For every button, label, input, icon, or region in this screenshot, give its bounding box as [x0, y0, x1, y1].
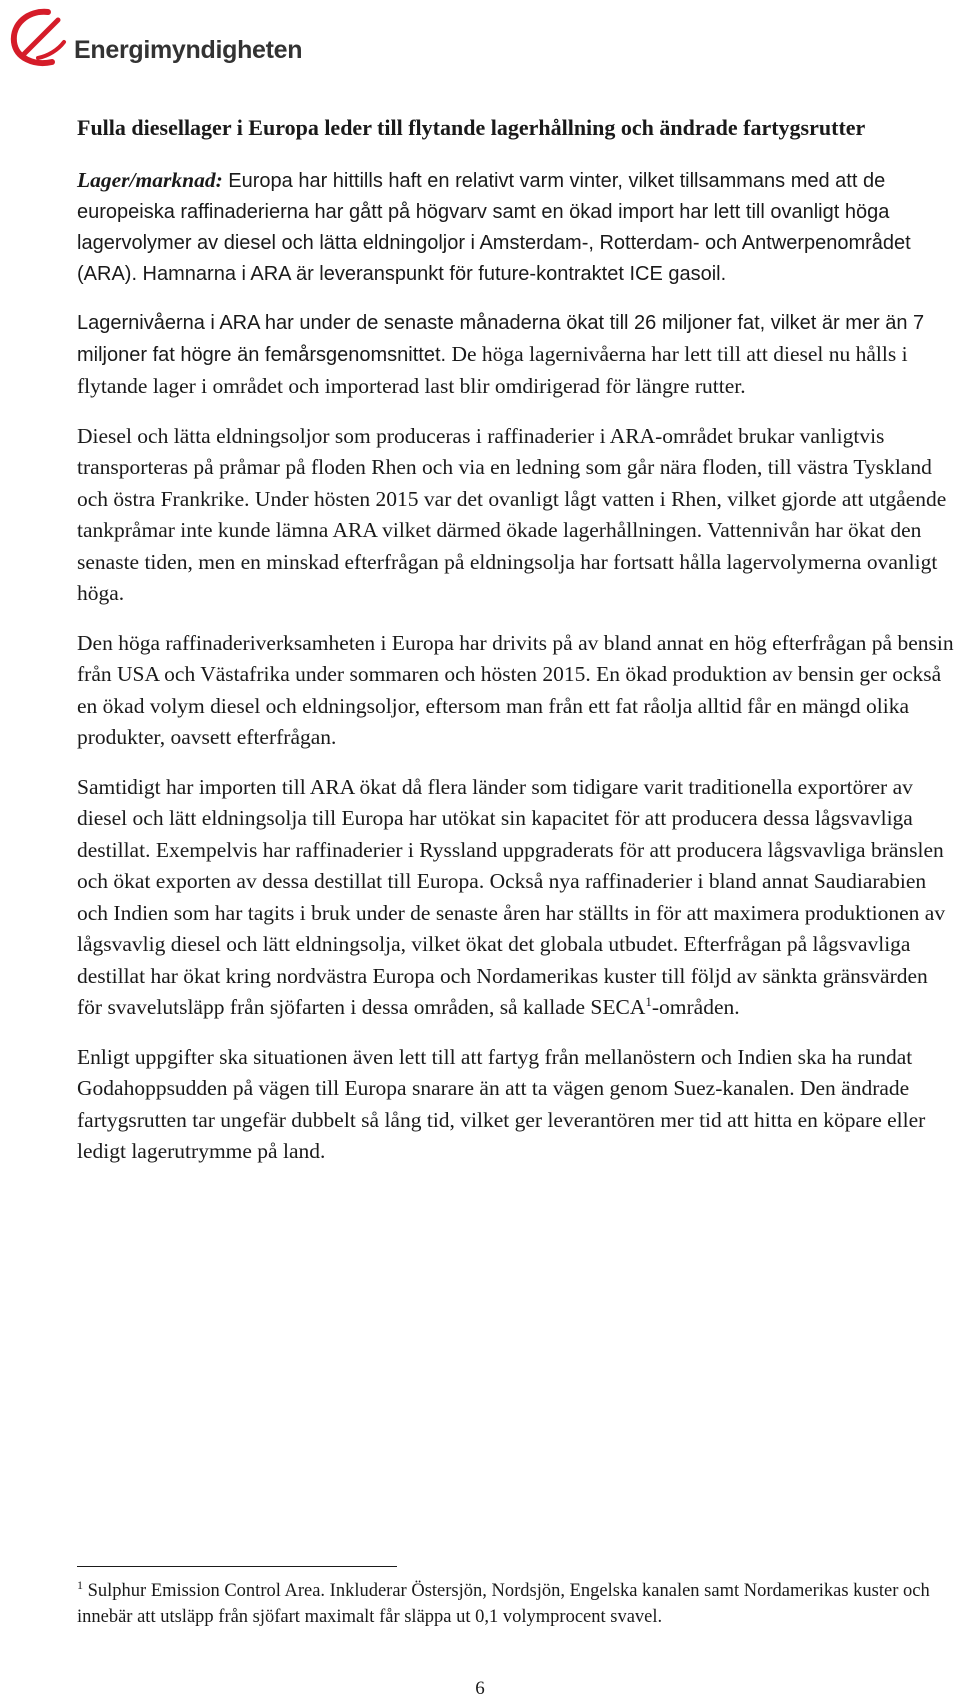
article-heading: Fulla diesellager i Europa leder till flytande lagerhållning och ändrade fartygsrutter	[77, 115, 866, 140]
footnote	[77, 1578, 957, 1630]
paragraph-imports	[77, 772, 957, 1024]
intro-paragraph	[77, 165, 957, 290]
paragraph-rhine: Diesel och lätta eldningsoljor som produceras i raffinaderier i ARA-området brukar vanligtvis transporteras på pråmar på floden Rhen och via en ledning som går nära floden, till västra Tyskland och östra Frankrike. Under hösten 2015 var det ovanligt lågt vatten i Rhen, vilket gjorde att utgående tankpråmar inte kunde lämna ARA vilket därmed ökade lagerhållningen. Vattennivån har ökat den senaste tiden, men en minskad efterfrågan på eldningsolja har fortsatt hålla lagervolymerna ovanligt höga.	[77, 423, 947, 605]
intro-text: Europa har hittills haft en relativt varm vinter, vilket tillsammans med att de europeiska raffinaderierna har gått på högvarv samt en ökad import har lett till ovanligt höga lagervolymer av diesel och lätta eldningoljor i Amsterdam-, Rotterdam- och Antwerpenområdet (ARA). Hamnarna i ARA är leveranspunkt för future-kontraktet ICE gasoil.	[77, 169, 911, 285]
footnote-reference[interactable]: 1	[645, 993, 652, 1009]
page-number: 6	[475, 1678, 485, 1699]
intro-label: Lager/marknad:	[77, 167, 223, 192]
paragraph-levels-part-1: Lagernivåerna i ARA har under de senaste månaderna ökat till 26 miljoner fat, vilket är mer än 7 miljoner fat högre än femårsgenomsnittet.	[77, 311, 925, 366]
footnote-number: 1	[77, 1577, 83, 1592]
logo-text: Energimyndigheten	[74, 36, 303, 64]
paragraph-levels-part-2: De höga lagernivåerna har lett till att diesel nu hålls i flytande lager i området och importerad last blir omdirigerad för längre rutter.	[77, 341, 908, 398]
paragraph-imports-text: Samtidigt har importen till ARA ökat då flera länder som tidigare varit traditionella exportörer av diesel och lätt eldningsolja till Europa har utökat sin kapacitet för att producera dessa lågsvavliga destillat. Exempelvis har raffinaderier i Ryssland uppgraderats för att producera lågsvavliga bränslen och ökat exporten av dessa destillat till Europa. Också nya raffinaderier i bland annat Saudiarabien och Indien som har tagits i bruk under de senaste åren har ställts in för att maximera produktionen av lågsvavlig diesel och lätt eldningsolja, vilket ökat det globala utbudet. Efterfrågan på lågsvavliga destillat har ökat kring nordvästra Europa och Nordamerikas kuster till följd av sänkta gränsvärden för svavelutsläpp från sjöfarten i dessa områden, så kallade SECA	[77, 774, 946, 1019]
paragraph-refinery: Den höga raffinaderiverksamheten i Europa har drivits på av bland annat en hög efterfrågan på bensin från USA och Västafrika under sommaren och hösten 2015. En ökad produktion av bensin ger också en ökad volym diesel och eldningsoljor, eftersom man från ett fat råolja alltid får en mängd olika produkter, oavsett efterfrågan.	[77, 630, 954, 749]
footnote-divider	[77, 1566, 397, 1567]
article-body	[77, 112, 957, 1186]
energimyndigheten-logo[interactable]	[8, 6, 308, 70]
paragraph-levels	[77, 308, 957, 403]
paragraph-imports-end: -områden.	[651, 995, 740, 1019]
footnote-text: Sulphur Emission Control Area. Inkluderar Östersjön, Nordsjön, Engelska kanalen samt Nordamerikas kuster och innebär att utsläpp från sjöfart maximalt får släppa ut 0,1 volymprocent svavel.	[77, 1581, 930, 1627]
logo-swoosh-icon	[8, 6, 72, 70]
paragraph-shipping: Enligt uppgifter ska situationen även lett till att fartyg från mellanöstern och Indien ska ha rundat Godahoppsudden på vägen till Europa snarare än att ta vägen genom Suez-kanalen. Den ändrade fartygsrutten tar ungefär dubbelt så lång tid, vilket ger leverantören mer tid att hitta en köpare eller ledigt lagerutrymme på land.	[77, 1044, 926, 1163]
